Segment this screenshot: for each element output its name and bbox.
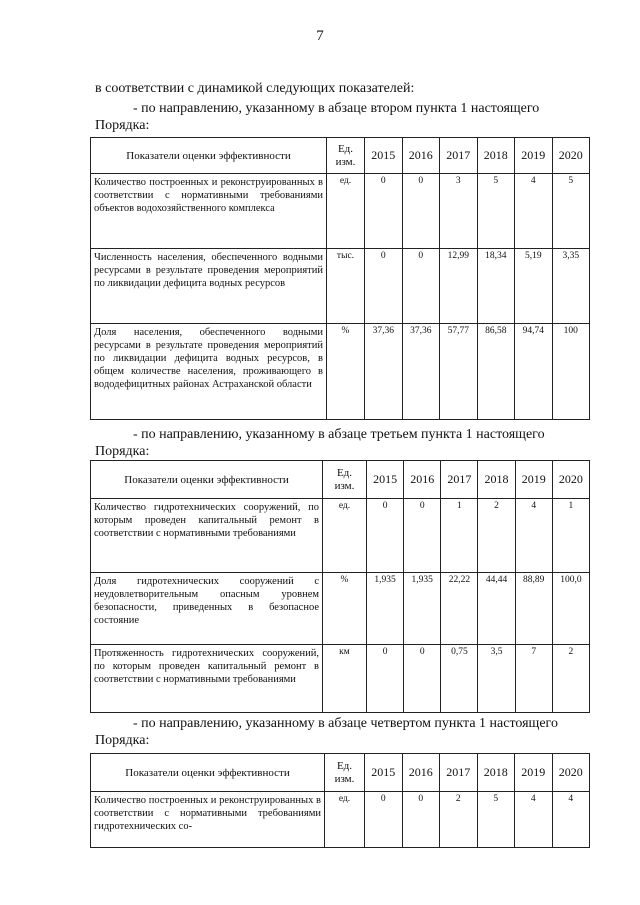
section1-lead (95, 100, 585, 134)
value-cell: 3,5 (478, 645, 515, 713)
value-cell: 5 (552, 174, 590, 249)
header-year: 2018 (477, 138, 515, 174)
unit-cell: тыс. (327, 249, 365, 324)
table-row (91, 249, 590, 324)
value-cell: 94,74 (515, 324, 553, 420)
value-cell: 22,22 (441, 573, 478, 645)
header-year: 2020 (552, 461, 589, 499)
value-cell: 12,99 (440, 249, 478, 324)
value-cell: 0 (404, 645, 441, 713)
section2-lead-text: - по направлению, указанному в абзаце третьем пункта 1 настоящего Порядка: (95, 427, 545, 459)
table-row (91, 792, 590, 848)
header-unit: Ед. изм. (323, 461, 367, 499)
value-cell: 2 (440, 792, 478, 848)
value-cell: 3,35 (552, 249, 590, 324)
value-cell: 0 (365, 792, 403, 848)
header-year: 2015 (365, 138, 403, 174)
header-year: 2019 (515, 754, 553, 792)
unit-cell: ед. (323, 499, 367, 573)
header-indicator: Показатели оценки эффективности (91, 138, 327, 174)
value-cell: 0 (404, 499, 441, 573)
unit-cell: % (323, 573, 367, 645)
header-unit: Ед. изм. (327, 138, 365, 174)
header-year: 2017 (440, 138, 478, 174)
value-cell: 5 (477, 792, 515, 848)
header-year: 2017 (440, 754, 478, 792)
value-cell: 3 (440, 174, 478, 249)
value-cell: 5,19 (515, 249, 553, 324)
value-cell: 0 (402, 174, 440, 249)
unit-cell: км (323, 645, 367, 713)
value-cell: 0 (367, 499, 404, 573)
value-cell: 18,34 (477, 249, 515, 324)
value-cell: 5 (477, 174, 515, 249)
value-cell: 86,58 (477, 324, 515, 420)
value-cell: 1,935 (367, 573, 404, 645)
unit-cell: % (327, 324, 365, 420)
header-year: 2019 (515, 461, 552, 499)
indicator-name: Численность населения, обеспеченного водными ресурсами в результате проведения мероприятий по ликвидации дефицита водных ресурсов (91, 249, 327, 324)
table-row (91, 645, 590, 713)
section2-lead (95, 426, 585, 460)
value-cell: 0 (365, 174, 403, 249)
header-year: 2018 (477, 754, 515, 792)
value-cell: 0 (367, 645, 404, 713)
header-year: 2016 (402, 138, 440, 174)
value-cell: 88,89 (515, 573, 552, 645)
value-cell: 2 (478, 499, 515, 573)
header-year: 2020 (552, 754, 590, 792)
header-unit: Ед. изм. (325, 754, 365, 792)
header-indicator: Показатели оценки эффективности (91, 461, 323, 499)
unit-cell: ед. (327, 174, 365, 249)
header-year: 2017 (441, 461, 478, 499)
section1-table (90, 137, 590, 420)
table-header-row (91, 754, 590, 792)
indicator-name: Количество гидротехнических сооружений, по которым проведен капитальный ремонт в соответствии с нормативными требованиями (91, 499, 323, 573)
page-number: 7 (316, 28, 324, 44)
header-year: 2016 (404, 461, 441, 499)
value-cell: 37,36 (402, 324, 440, 420)
value-cell: 44,44 (478, 573, 515, 645)
value-cell: 4 (515, 792, 553, 848)
intro-text: в соответствии с динамикой следующих показателей: (95, 81, 415, 96)
header-year: 2015 (367, 461, 404, 499)
indicator-name: Количество построенных и реконструированных в соответствии с нормативными требованиями гидротехнических со- (91, 792, 325, 848)
value-cell: 100,0 (552, 573, 589, 645)
value-cell: 4 (552, 792, 590, 848)
section3-lead (95, 715, 585, 749)
header-year: 2018 (478, 461, 515, 499)
indicator-name: Доля населения, обеспеченного водными ресурсами в результате проведения мероприятий по ликвидации дефицита водных ресурсов, в общем количестве населения, проживающего в вододефицитных районах Астраханской области (91, 324, 327, 420)
table-header-row (91, 461, 590, 499)
table-row (91, 174, 590, 249)
table-row (91, 573, 590, 645)
value-cell: 4 (515, 174, 553, 249)
header-year: 2020 (552, 138, 590, 174)
indicator-name: Протяженность гидротехнических сооружений, по которым проведен капитальный ремонт в соответствии с нормативными требованиями (91, 645, 323, 713)
value-cell: 2 (552, 645, 589, 713)
header-year: 2016 (402, 754, 440, 792)
value-cell: 1 (552, 499, 589, 573)
header-year: 2019 (515, 138, 553, 174)
value-cell: 57,77 (440, 324, 478, 420)
value-cell: 0 (402, 249, 440, 324)
indicator-name: Доля гидротехнических сооружений с неудовлетворительным опасным уровнем безопасности, приведенных в безопасное состояние (91, 573, 323, 645)
section2-table (90, 460, 590, 713)
section3-table (90, 753, 590, 848)
table-header-row (91, 138, 590, 174)
header-indicator: Показатели оценки эффективности (91, 754, 325, 792)
value-cell: 0 (365, 249, 403, 324)
value-cell: 1 (441, 499, 478, 573)
value-cell: 4 (515, 499, 552, 573)
section1-lead-text: - по направлению, указанному в абзаце втором пункта 1 настоящего Порядка: (95, 101, 540, 133)
value-cell: 7 (515, 645, 552, 713)
header-year: 2015 (365, 754, 403, 792)
table-row (91, 499, 590, 573)
section3-lead-text: - по направлению, указанному в абзаце четвертом пункта 1 настоящего Порядка: (95, 716, 558, 748)
value-cell: 0 (402, 792, 440, 848)
table-row (91, 324, 590, 420)
value-cell: 37,36 (365, 324, 403, 420)
value-cell: 1,935 (404, 573, 441, 645)
unit-cell: ед. (325, 792, 365, 848)
value-cell: 100 (552, 324, 590, 420)
indicator-name: Количество построенных и реконструированных в соответствии с нормативными требованиями объектов водохозяйственного комплекса (91, 174, 327, 249)
value-cell: 0,75 (441, 645, 478, 713)
